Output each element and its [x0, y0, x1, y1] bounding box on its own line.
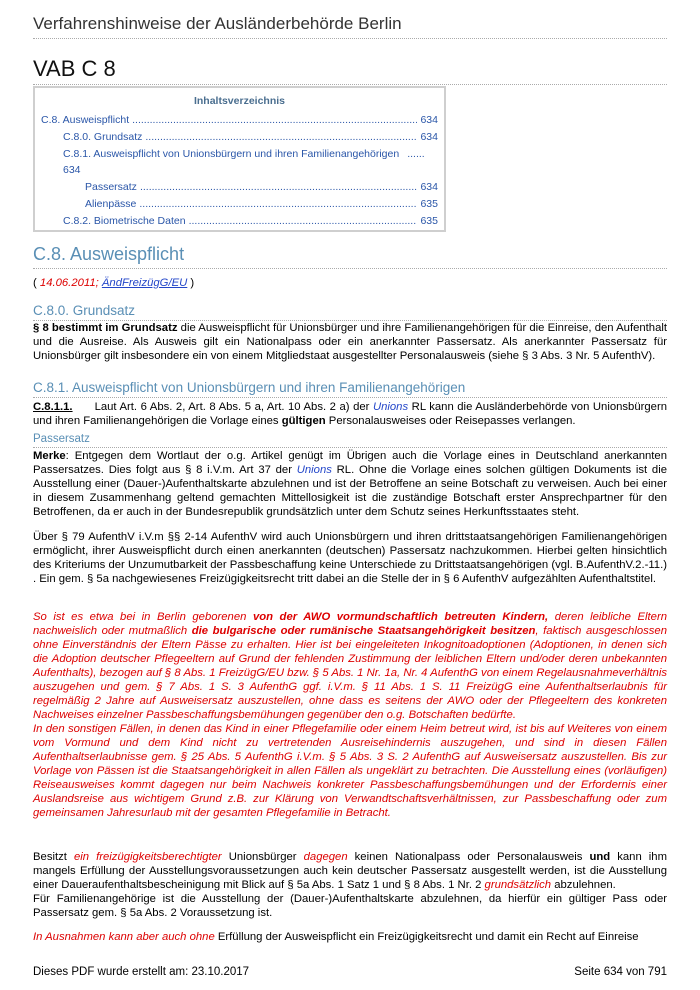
ausnahmen-red: In Ausnahmen kann aber auch ohne [33, 931, 215, 943]
awo-r1: So ist es etwa bei in Berlin geborenen [33, 611, 253, 623]
toc-entry[interactable] [41, 213, 438, 230]
besitzt-b5: abzulehnen. [551, 879, 616, 891]
footer-created: Dieses PDF wurde erstellt am: 23.10.2017 [33, 966, 250, 978]
header-divider [33, 38, 667, 39]
awo-r2-bold: die bulgarische oder rumänische Staatsangehörigkeit besitzen [191, 625, 536, 637]
besitzt-b2r: dagegen [303, 851, 348, 863]
awo-r4: In den sonstigen Fällen, in denen das Kind in einer Pflegefamilie oder einem Heim betreut wird, ist bis auf Weiteres von einem vom Vormund und dem Kind nicht zu vertretenden Ausreisehindernis auszugehen, und sind in diesen Fällen Aufenthaltserlaubnisse gem. § 25 Abs. 5 AufenthG i.V.m. § 5 Abs. 3 S. 2 AufenthG auf Ausweisersatz auszustellen. Bis zur Vorlage von Pässen ist die Staatsangehörigkeit in allen Fällen als ungeklärt zu betrachten. Die Ausstellung eines (vorläufigen) Reiseausweises kommt dagegen nur beim Nachweis konkreter Passbeschaffungsbemühungen und der Erfordernis einer Auslandsreise aus wichtigem Grund z.B. zur Klärung von Verwandtschaftsverhältnissen, zur Passbeschaffung oder zum gemeinsamen Jahresurlaub mit der gesamten Pflegefamilie in Betracht. [33, 723, 667, 819]
toc-entry[interactable] [41, 196, 438, 213]
ausnahmen-paragraph [33, 930, 667, 944]
passersatz-p1a: : Entgegen dem Wortlaut der o.g. Artikel genügt im Übrigen auch die Vorlage eines in Deutschland anerkannten Passersatzes. Dies folgt aus § 8 i.V.m. Art 37 der [33, 450, 667, 476]
grundsatz-heading: C.8.0. Grundsatz [33, 303, 136, 318]
ausnahmen-text: Erfüllung der Ausweispflicht ein Freizügigkeitsrecht und damit ein Recht auf Einreise [214, 931, 639, 943]
footer-page-number: Seite 634 von 791 [574, 966, 667, 978]
change-suffix: ) [187, 277, 195, 289]
toc-entry[interactable] [41, 146, 438, 162]
change-prefix: ( [33, 277, 40, 289]
c81-bold: gültigen [281, 415, 326, 427]
section-title: C.8. Ausweispflicht [33, 244, 185, 264]
toc-entry-label: Alienpässe [85, 198, 137, 210]
awo-paragraph [33, 610, 667, 820]
toc-entry-label: C.8. Ausweispflicht [41, 114, 130, 126]
awo-r1-bold: von der AWO vormundschaftlich betreuten Kindern, [252, 611, 549, 623]
toc-entry-label: C.8.0. Grundsatz [63, 131, 143, 143]
besitzt-b1r: ein freizügigkeitsberechtigter [73, 851, 222, 863]
toc-entry-label: Passersatz [85, 181, 137, 193]
c81-text-1: Laut Art. 6 Abs. 2, Art. 8 Abs. 5 a, Art. 10 Abs. 2 a) der [94, 401, 373, 413]
besitzt-b4r: grundsätzlich [484, 879, 552, 891]
besitzt-b1: Besitzt [33, 851, 74, 863]
toc-entry-page: 635 [420, 215, 438, 227]
passersatz-p1b: RL. Ohne die Vorlage eines solchen gültigen Dokuments ist die Ausstellung einer (Dauer-)Aufenthaltskarte abzulehnen und ist der Betroffene an seine Botschaft zu verweisen. Auch bei einer in diesem Zusammenhang geltend gemachten Mittellosigkeit ist die zuständige Botschaft erster Ansprechpartner für den Betroffenen, da er auch in der Bundesrepublik grundsätzlich unter dem Schutz seines Herkunftsstaates steht. [33, 464, 668, 518]
passersatz-divider [33, 447, 667, 448]
change-date: 14.06.2011 [39, 277, 96, 289]
toc-entry[interactable] [41, 129, 438, 146]
passersatz-paragraph-2: Über § 79 AufenthV i.V.m §§ 2-14 AufenthV wird auch Unionsbürgern und ihren drittstaatsangehörigen Familienangehörigen ermöglicht, ihrer Ausweispflicht durch einen anerkannten (deutschen) Passersatz nachzukommen. Hierbei gelten hinsichtlich des Kriteriums der Unzumutbarkeit der Passbeschaffung keine Unterschiede zu Drittstaatsangehörigen (vgl. B.AufenthV.2.-11.) . Ein gem. § 5a nachgewiesenes Freizügigkeitsrecht tritt dabei an die Stelle der in § 6 AufenthV aufgezählten Aufenthaltstitel. [33, 531, 667, 585]
change-link[interactable]: ÄndFreizügG/EU [101, 277, 188, 289]
title-divider [33, 84, 667, 85]
besitzt-b2: Unionsbürger [221, 851, 304, 863]
toc-entry[interactable] [41, 112, 438, 129]
besitzt-b6: Für Familienangehörige ist die Ausstellung der (Dauer-)Aufenthaltskarte abzulehnen, da hierfür ein gültiger Pass oder Passersatz gem. § 5a Abs. 2 Voraussetzung ist. [33, 893, 667, 919]
c81-paragraph [33, 400, 667, 428]
besitzt-b4: kann ihm mangels Erfüllung der Ausstellungsvoraussetzungen auch kein deutscher Passersatz ausgestellt werden, ist die Ausstellung einer Daueraufenthaltsbescheinigung mit Blick auf § 5a Abs. 1 Satz 1 und § 8 Abs. 1 Nr. 2 [33, 851, 667, 891]
toc-entry-dots: ...... [407, 148, 425, 160]
besitzt-b3b: und [589, 851, 611, 863]
grundsatz-text: die Ausweispflicht für Unionsbürger und ihre Familienangehörigen für die Einreise, den Aufenthalt und die Ausreise. Als Ausweis gilt ein Nationalpass oder ein anerkannter Passersatz. Als anerkannter Passersatz für Unionsbürger gilt insbesondere ein von einem Mitgliedstaat ausgestellter Personalausweis (siehe § 3 Abs. 3 Nr. 5 AufenthV). [33, 322, 668, 362]
toc-entry-page: 634 [420, 114, 438, 126]
toc-entry-page: 635 [420, 198, 438, 210]
toc-entry-page: 634 [420, 181, 438, 193]
toc-entry-page-wrap[interactable] [41, 162, 438, 179]
grundsatz-lead: § 8 bestimmt im Grundsatz [33, 322, 178, 334]
besitzt-b3: keinen Nationalpass oder Personalausweis [347, 851, 590, 863]
c81-text-2: RL kann die Ausländerbehörde von Unionsbürgern und ihren Familienangehörigen die Vorlage eines [33, 401, 667, 427]
toc-entry[interactable] [41, 179, 438, 196]
awo-r2: deren leibliche Eltern nachweislich oder mutmaßlich [33, 611, 667, 637]
merke-label: Merke [33, 450, 66, 462]
change-sep: ; [95, 277, 102, 289]
toc-title: Inhaltsverzeichnis [193, 95, 286, 107]
toc-entry-label: C.8.1. Ausweispflicht von Unionsbürgern und ihren Familienangehörigen [63, 148, 400, 160]
doc-id-title: VAB C 8 [33, 56, 116, 81]
document-header: Verfahrenshinweise der Ausländerbehörde Berlin [33, 14, 402, 33]
c81-divider [33, 397, 667, 398]
c81-number: C.8.1.1. [33, 401, 73, 413]
toc-entry-page: 634 [420, 131, 438, 143]
section-divider [33, 268, 667, 269]
passersatz-heading: Passersatz [33, 433, 90, 445]
grundsatz-paragraph [33, 321, 667, 363]
passersatz-unions: Unions [296, 464, 332, 476]
besitzt-paragraph [33, 850, 667, 920]
passersatz-paragraph-1 [33, 449, 667, 519]
table-of-contents [33, 86, 446, 232]
c81-heading: C.8.1. Ausweispflicht von Unionsbürgern und ihren Familienangehörigen [33, 380, 466, 395]
change-note [33, 276, 667, 290]
c81-text-3: Personalausweises oder Reisepasses verlangen. [325, 415, 576, 427]
toc-entry-page: 634 [63, 164, 81, 176]
toc-entry-label: C.8.2. Biometrische Daten [63, 215, 186, 227]
c81-unions: Unions [372, 401, 409, 413]
awo-r3: , faktisch ausgeschlossen ohne Einverständnis der Eltern Pässe zu erhalten. Hier ist bei eingeleiteten Inkognitoadoptionen (Adoptionen, in denen sich die Adoption deutscher Pflegeeltern auf Grund der fehlenden Zustimmung der leiblichen Eltern und/oder deren unbekannten Aufenthalts), bezogen auf § 8 Abs. 1 FreizügG/EU bzw. § 5 Abs. 1 Nr. 1a, Nr. 4 AufenthG von einem Regelausnahmeverhältnis auszugehen und gem. § 7 Abs. 1 S. 3 AufenthG ggf. i.V.m. § 11 Abs. 1 S. 11 FreizügG eine Aufenthaltserlaubnis für regelmäßig 2 Jahre auf Ausweisersatz auszustellen, ohne dass es seitens der AWO oder der Pflegeeltern des konkreten Nachweises einzelner Passbeschaffungsbemühungen gegenüber den o.g. Botschaften bedürfte. [33, 625, 667, 721]
